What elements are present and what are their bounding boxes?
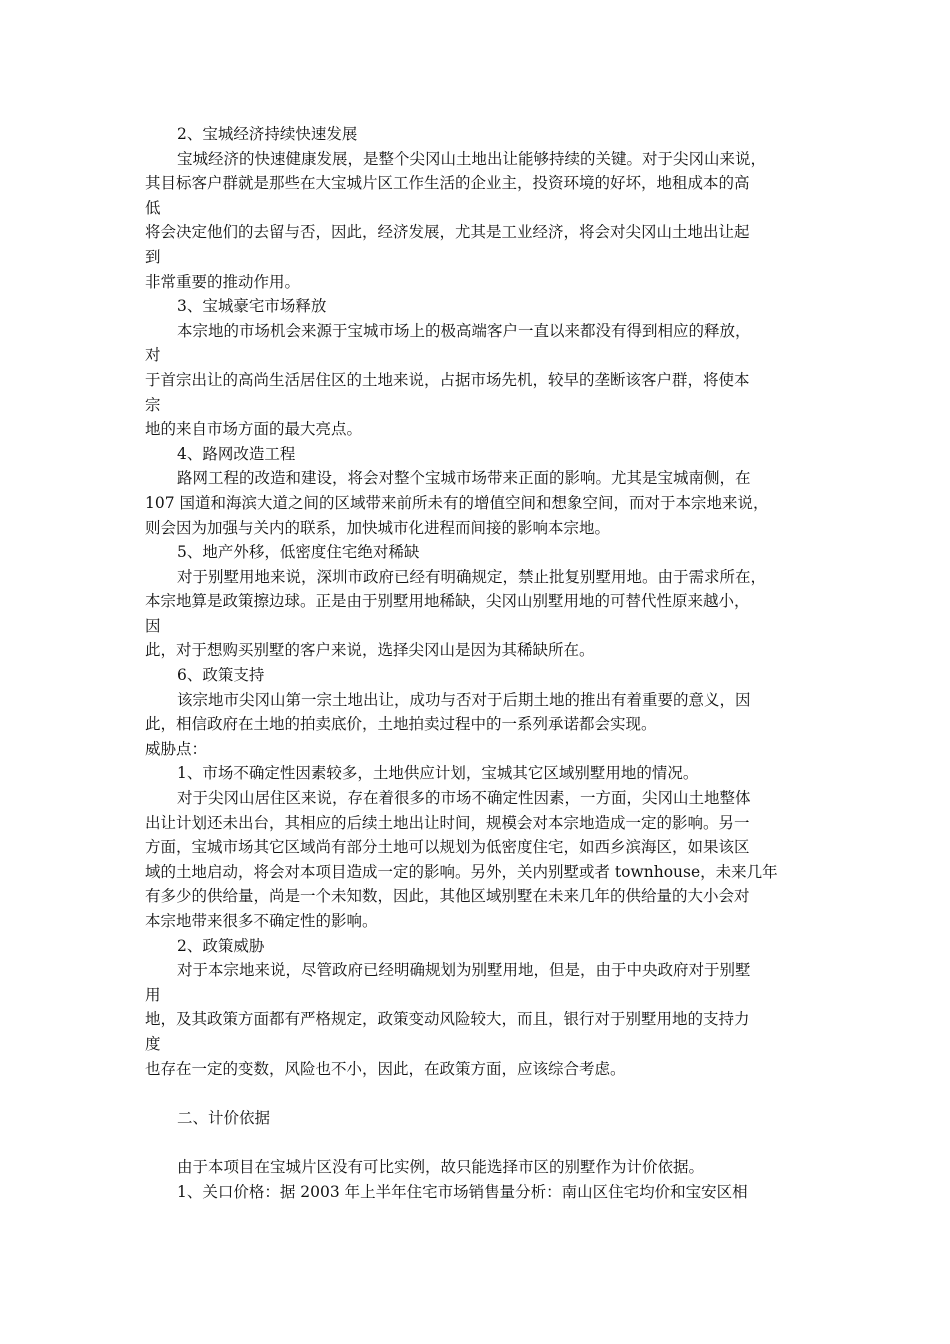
text-line: 地，及其政策方面都有严格规定，政策变动风险较大，而且，银行对于别墅用地的支持力	[145, 1010, 750, 1029]
text-line: 2、政策威胁	[177, 936, 265, 955]
text-line: 度	[145, 1034, 161, 1053]
text-line: 5、地产外移，低密度住宅绝对稀缺	[177, 543, 420, 562]
text-line: 对于尖冈山居住区来说，存在着很多的市场不确定性因素，一方面，尖冈山土地整体	[177, 789, 751, 808]
text-line: 地的来自市场方面的最大亮点。	[145, 420, 363, 439]
text-line: 对于别墅用地来说，深圳市政府已经有明确规定，禁止批复别墅用地。由于需求所在，	[177, 567, 767, 586]
text-line: 其目标客户群就是那些在大宝城片区工作生活的企业主，投资环境的好坏，地租成本的高	[145, 174, 750, 193]
text-line: 本宗地带来很多不确定性的影响。	[145, 912, 378, 930]
text-line: 1、市场不确定性因素较多，土地供应计划，宝城其它区域别墅用地的情况。	[177, 764, 699, 783]
text-line: 则会因为加强与关内的联系，加快城市化进程而间接的影响本宗地。	[145, 518, 611, 537]
text-line: 4、路网改造工程	[177, 444, 296, 463]
text-line: 宝城经济的快速健康发展，是整个尖冈山土地出让能够持续的关键。对于尖冈山来说，	[177, 149, 767, 168]
blank-line	[145, 1081, 820, 1106]
text-line: 将会决定他们的去留与否，因此，经济发展，尤其是工业经济，将会对尖冈山土地出让起	[145, 223, 750, 242]
text-line: 非常重要的推动作用。	[145, 272, 301, 291]
text-line: 3、宝城豪宅市场释放	[177, 297, 327, 316]
text-line: 方面，宝城市场其它区域尚有部分土地可以规划为低密度住宅，如西乡滨海区，如果该区	[145, 838, 750, 857]
text-line: 对	[145, 346, 161, 365]
text-line: 出让计划还未出台，其相应的后续土地出让时间，规模会对本宗地造成一定的影响。另一	[145, 813, 750, 832]
text-line: 二、计价依据	[177, 1108, 271, 1127]
text-line: 107 国道和海滨大道之间的区域带来前所未有的增值空间和想象空间，而对于本宗地来说，	[145, 493, 769, 512]
text-line: 2、宝城经济持续快速发展	[177, 125, 358, 143]
text-line: 低	[145, 198, 161, 217]
text-line: 本宗地的市场机会来源于宝城市场上的极高端客户一直以来都没有得到相应的释放，	[177, 321, 751, 340]
text-line: 因	[145, 616, 161, 635]
text-line: 本宗地算是政策擦边球。正是由于别墅用地稀缺，尖冈山别墅用地的可替代性原来越小，	[145, 592, 750, 611]
text-line: 此，相信政府在土地的拍卖底价，土地拍卖过程中的一系列承诺都会实现。	[145, 715, 657, 734]
text-line: 有多少的供给量，尚是一个未知数，因此，其他区域别墅在未来几年的供给量的大小会对	[145, 887, 750, 906]
blank-line	[145, 1130, 820, 1155]
text-line: 用	[145, 985, 161, 1004]
text-line: 域的土地启动，将会对本项目造成一定的影响。另外，关内别墅或者 townhouse，未来几年	[145, 862, 778, 881]
text-line: 路网工程的改造和建设，将会对整个宝城市场带来正面的影响。尤其是宝城南侧，在	[177, 469, 751, 488]
text-line: 6、政策支持	[177, 666, 265, 685]
text-line: 宗	[145, 395, 161, 414]
text-line: 由于本项目在宝城片区没有可比实例，故只能选择市区的别墅作为计价依据。	[177, 1157, 705, 1176]
text-line: 也存在一定的变数，风险也不小，因此，在政策方面，应该综合考虑。	[145, 1059, 626, 1078]
text-line: 对于本宗地来说，尽管政府已经明确规划为别墅用地，但是，由于中央政府对于别墅	[177, 961, 751, 980]
text-line: 威胁点：	[145, 739, 208, 758]
text-line: 到	[145, 247, 161, 266]
text-line: 1、关口价格：据 2003 年上半年住宅市场销售量分析：南山区住宅均价和宝安区相	[177, 1182, 748, 1201]
text-line: 此，对于想购买别墅的客户来说，选择尖冈山是因为其稀缺所在。	[145, 641, 595, 660]
text-line: 于首宗出让的高尚生活居住区的土地来说，占据市场先机，较早的垄断该客户群，将使本	[145, 370, 750, 389]
text-line: 该宗地市尖冈山第一宗土地出让，成功与否对于后期土地的推出有着重要的意义，因	[177, 690, 751, 709]
